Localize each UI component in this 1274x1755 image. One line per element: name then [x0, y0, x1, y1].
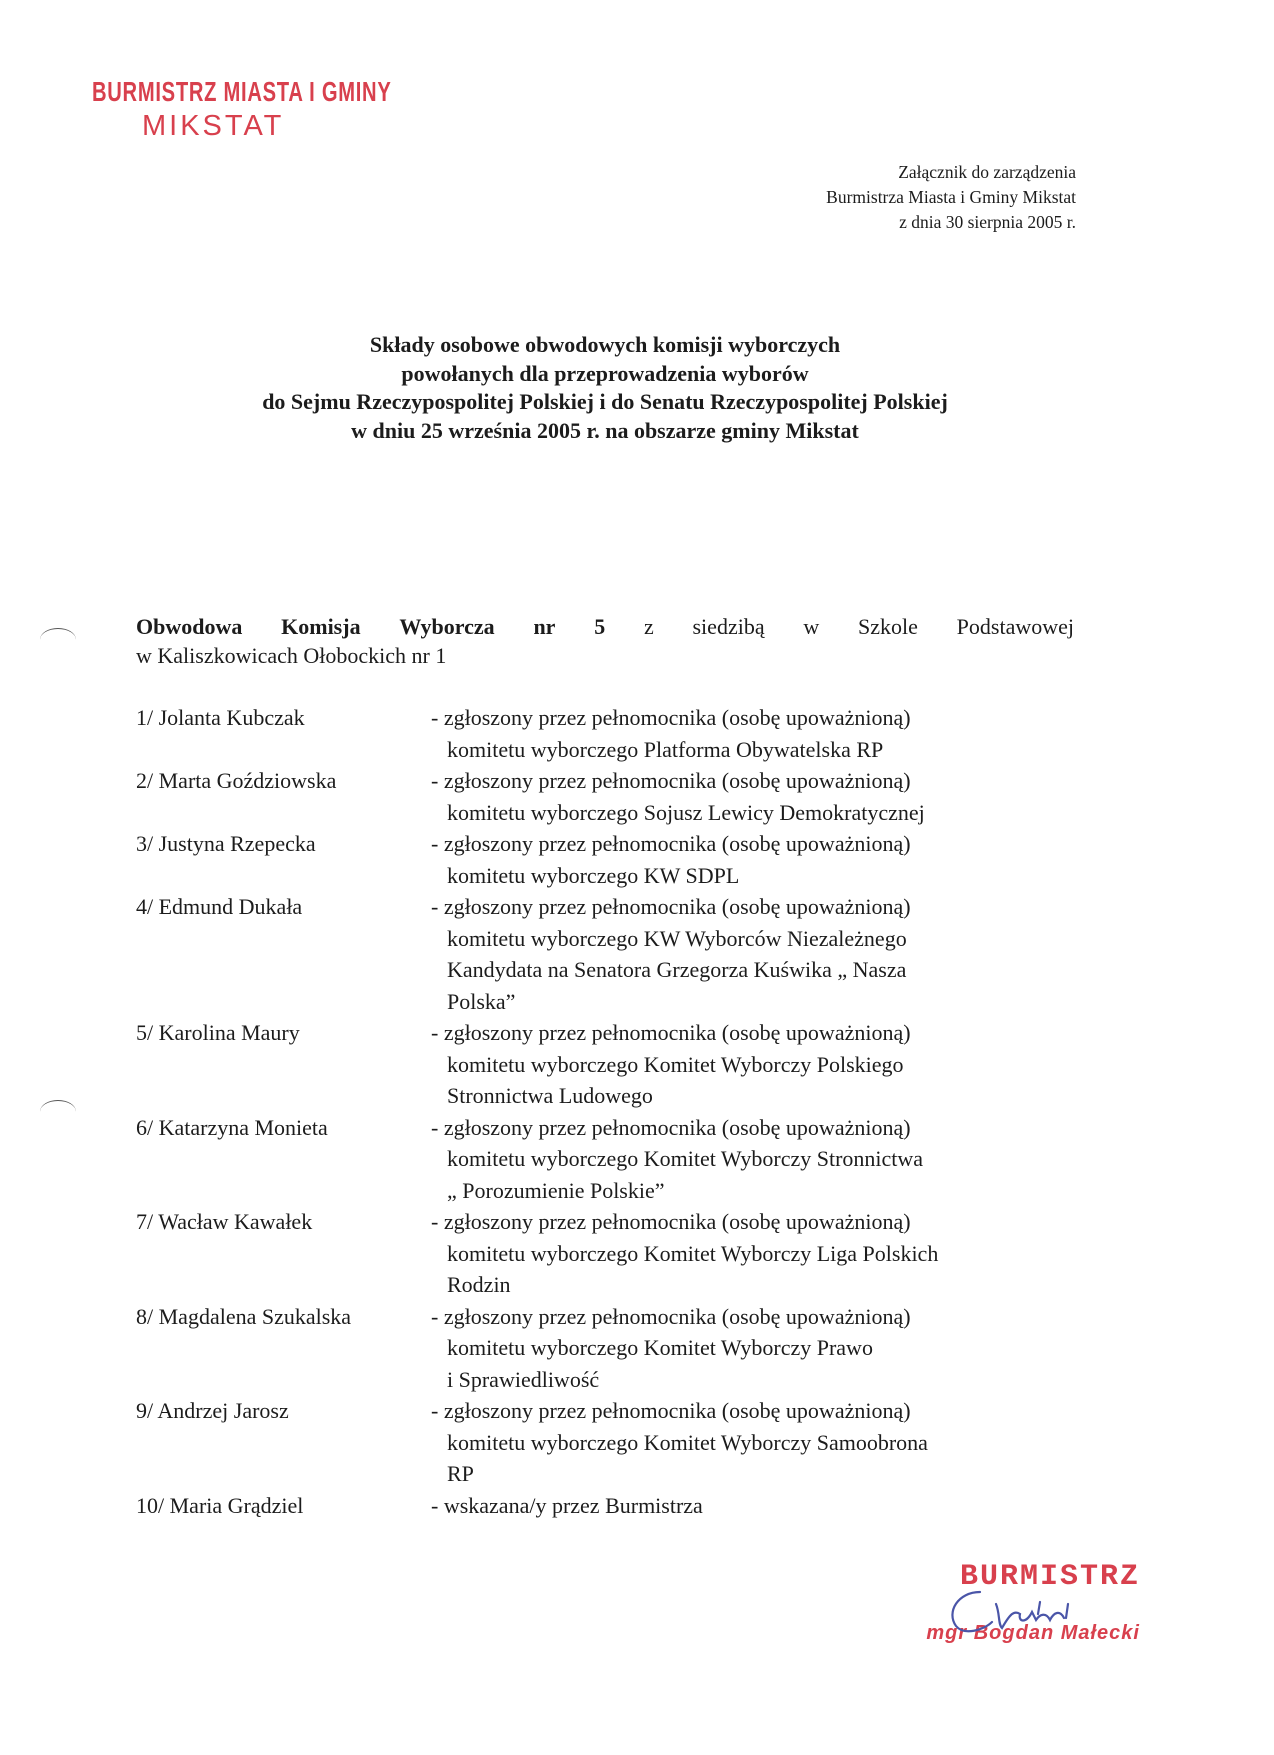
- signature-title: BURMISTRZ: [959, 1560, 1140, 1594]
- nomination-line: „ Porozumienie Polskie”: [447, 1177, 665, 1203]
- title-line-2: powołanych dla przeprowadzenia wyborów: [401, 360, 809, 386]
- member-row: [136, 1017, 1096, 1112]
- member-row: [136, 765, 1096, 828]
- nomination-line: komitetu wyborczego Komitet Wyborczy Prawo: [447, 1335, 873, 1360]
- nomination-line: komitetu wyborczego Platforma Obywatelska RP: [447, 736, 884, 762]
- nomination-line: i Sprawiedliwość: [447, 1366, 600, 1392]
- annex-line-3: z dnia 30 sierpnia 2005 r.: [899, 212, 1076, 232]
- annex-line-2: Burmistrza Miasta i Gminy Mikstat: [826, 187, 1076, 207]
- member-row: [136, 828, 1096, 891]
- member-nomination: [431, 765, 1096, 828]
- nomination-line: komitetu wyborczego Sojusz Lewicy Demokratycznej: [447, 799, 925, 825]
- official-stamp-top: [92, 76, 392, 143]
- member-name: 1/ Jolanta Kubczak: [136, 705, 305, 730]
- signature-name: mgr Bogdan Małecki: [926, 1622, 1140, 1644]
- nomination-line: - zgłoszony przez pełnomocnika (osobę upoważnioną): [431, 894, 911, 919]
- member-nomination: [431, 1112, 1096, 1207]
- member-nomination: [431, 891, 1096, 1017]
- member-row: [136, 1206, 1096, 1301]
- member-nomination: [431, 1490, 1096, 1522]
- member-nomination: [431, 1017, 1096, 1112]
- member-row: [136, 891, 1096, 1017]
- margin-mark: [40, 628, 76, 651]
- title-line-1: Składy osobowe obwodowych komisji wyborczych: [369, 332, 841, 357]
- nomination-line: RP: [447, 1461, 474, 1486]
- committee-word: siedzibą: [692, 614, 765, 639]
- committee-word: Szkole: [858, 614, 918, 639]
- committee-word: z: [643, 614, 654, 639]
- member-name: 4/ Edmund Dukała: [136, 894, 303, 919]
- member-row: [136, 1112, 1096, 1207]
- member-name: 8/ Magdalena Szukalska: [136, 1303, 352, 1329]
- nomination-line: Polska”: [447, 988, 516, 1014]
- committee-location: w Kaliszkowicach Ołobockich nr 1: [136, 643, 447, 668]
- member-row: [136, 702, 1096, 765]
- margin-mark: [40, 1100, 76, 1123]
- annex-line-1: Załącznik do zarządzenia: [898, 162, 1076, 182]
- nomination-line: komitetu wyborczego Komitet Wyborczy Liga Polskich: [447, 1240, 939, 1266]
- member-row: [136, 1490, 1096, 1522]
- signature-stamp: [900, 1560, 1140, 1645]
- committee-number: 5: [594, 614, 606, 639]
- nomination-line: - wskazana/y przez Burmistrza: [431, 1492, 703, 1518]
- title-line-3: do Sejmu Rzeczypospolitej Polskiej i do Senatu Rzeczypospolitej Polskiej: [262, 389, 948, 414]
- committee-heading: [136, 612, 1074, 670]
- nomination-line: - zgłoszony przez pełnomocnika (osobę upoważnioną): [431, 1020, 911, 1045]
- committee-word: Podstawowej: [956, 614, 1074, 639]
- member-name: 10/ Maria Grądziel: [136, 1492, 304, 1518]
- nomination-line: - zgłoszony przez pełnomocnika (osobę upoważnioną): [431, 705, 911, 730]
- member-nomination: [431, 702, 1096, 765]
- committee-word: w: [803, 614, 820, 639]
- member-name: 7/ Wacław Kawałek: [136, 1209, 313, 1234]
- nomination-line: - zgłoszony przez pełnomocnika (osobę upoważnioną): [431, 1114, 911, 1140]
- member-nomination: [431, 828, 1096, 891]
- nomination-line: komitetu wyborczego Komitet Wyborczy Samoobrona: [447, 1429, 928, 1455]
- stamp-line-2: MIKSTAT: [142, 110, 285, 142]
- nomination-line: komitetu wyborczego KW SDPL: [447, 862, 740, 888]
- member-name: 9/ Andrzej Jarosz: [136, 1398, 289, 1423]
- document-title: [120, 331, 1090, 445]
- member-nomination: [431, 1206, 1096, 1301]
- member-name: 3/ Justyna Rzepecka: [136, 831, 316, 856]
- member-name: 6/ Katarzyna Monieta: [136, 1114, 328, 1140]
- committee-word: Obwodowa: [136, 614, 243, 639]
- nomination-line: komitetu wyborczego Komitet Wyborczy Stronnictwa: [447, 1146, 924, 1171]
- committee-word: Wyborcza: [399, 614, 495, 639]
- annex-note: [826, 160, 1076, 235]
- nomination-line: - zgłoszony przez pełnomocnika (osobę upoważnioną): [431, 768, 911, 793]
- member-row: [136, 1395, 1096, 1490]
- member-nomination: [431, 1301, 1096, 1396]
- stamp-line-1: BURMISTRZ MIASTA I GMINY: [92, 76, 392, 107]
- title-line-4: w dniu 25 września 2005 r. na obszarze gminy Mikstat: [351, 417, 859, 443]
- nomination-line: - zgłoszony przez pełnomocnika (osobę upoważnioną): [431, 1209, 911, 1234]
- nomination-line: komitetu wyborczego Komitet Wyborczy Polskiego: [447, 1051, 904, 1077]
- member-name: 2/ Marta Goździowska: [136, 768, 337, 793]
- nomination-line: Stronnictwa Ludowego: [447, 1083, 653, 1108]
- member-list: [136, 702, 1096, 1521]
- committee-word: nr: [533, 614, 556, 639]
- committee-word: Komisja: [281, 614, 361, 639]
- member-name: 5/ Karolina Maury: [136, 1020, 300, 1045]
- nomination-line: Kandydata na Senatora Grzegorza Kuświka „ Nasza: [447, 957, 907, 982]
- handwritten-signature: [940, 1584, 1090, 1640]
- nomination-line: - zgłoszony przez pełnomocnika (osobę upoważnioną): [431, 831, 911, 856]
- member-row: [136, 1301, 1096, 1396]
- nomination-line: Rodzin: [447, 1272, 511, 1297]
- nomination-line: - zgłoszony przez pełnomocnika (osobę upoważnioną): [431, 1303, 911, 1329]
- nomination-line: komitetu wyborczego KW Wyborców Niezależnego: [447, 925, 907, 951]
- nomination-line: - zgłoszony przez pełnomocnika (osobę upoważnioną): [431, 1398, 911, 1423]
- member-nomination: [431, 1395, 1096, 1490]
